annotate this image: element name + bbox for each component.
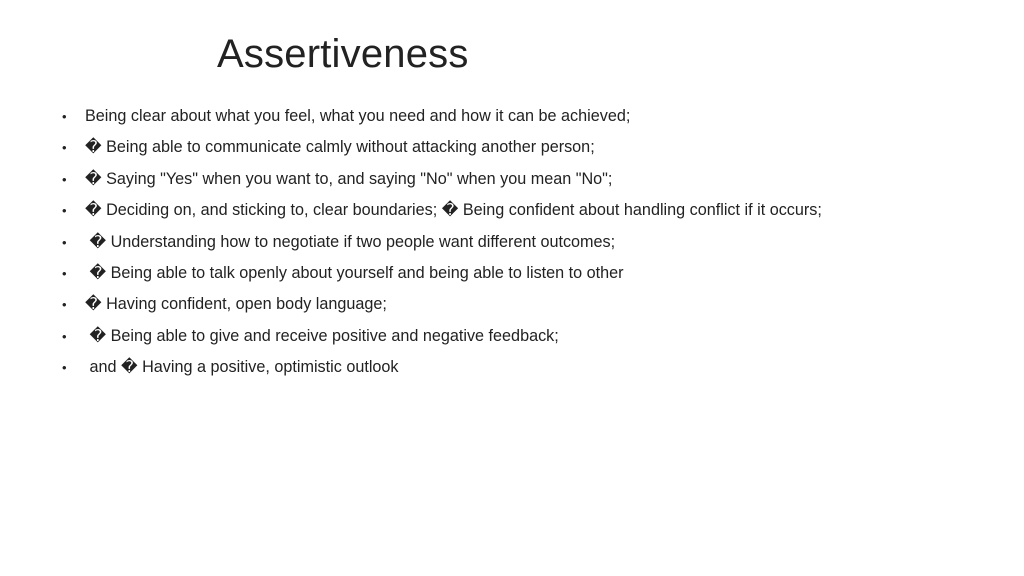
bullet-text: � Having confident, open body language; — [85, 295, 387, 314]
bullet-text: Being clear about what you feel, what you need and how it can be achieved; — [85, 107, 631, 125]
bullet-text: � Understanding how to negotiate if two people want different outcomes; — [85, 232, 616, 251]
bullet-icon: • — [62, 203, 67, 219]
bullet-icon: • — [62, 140, 67, 156]
bullet-list — [62, 101, 822, 384]
bullet-icon: • — [62, 360, 67, 376]
bullet-icon: • — [62, 265, 67, 281]
list-item — [62, 258, 822, 289]
list-item — [62, 227, 822, 258]
bullet-text: � Being able to communicate calmly without attacking another person; — [85, 138, 595, 157]
list-item — [62, 101, 822, 132]
list-item — [62, 164, 822, 195]
bullet-icon: • — [62, 171, 67, 187]
bullet-text: � Being able to give and receive positive and negative feedback; — [85, 326, 559, 345]
list-item — [62, 321, 822, 352]
bullet-icon: • — [62, 109, 67, 124]
list-item — [62, 352, 822, 383]
bullet-icon: • — [62, 328, 67, 344]
slide-title: Assertiveness — [217, 32, 469, 76]
bullet-icon: • — [62, 297, 67, 313]
bullet-text: and � Having a positive, optimistic outlook — [85, 358, 399, 377]
list-item — [62, 289, 822, 320]
list-item — [62, 132, 822, 163]
bullet-icon: • — [62, 234, 67, 250]
bullet-text: � Deciding on, and sticking to, clear boundaries; � Being confident about handling conflict if it occurs; — [85, 201, 822, 220]
bullet-text: � Being able to talk openly about yourself and being able to listen to other — [85, 263, 624, 282]
list-item — [62, 195, 822, 226]
bullet-text: � Saying "Yes" when you want to, and saying "No" when you mean "No"; — [85, 169, 613, 188]
